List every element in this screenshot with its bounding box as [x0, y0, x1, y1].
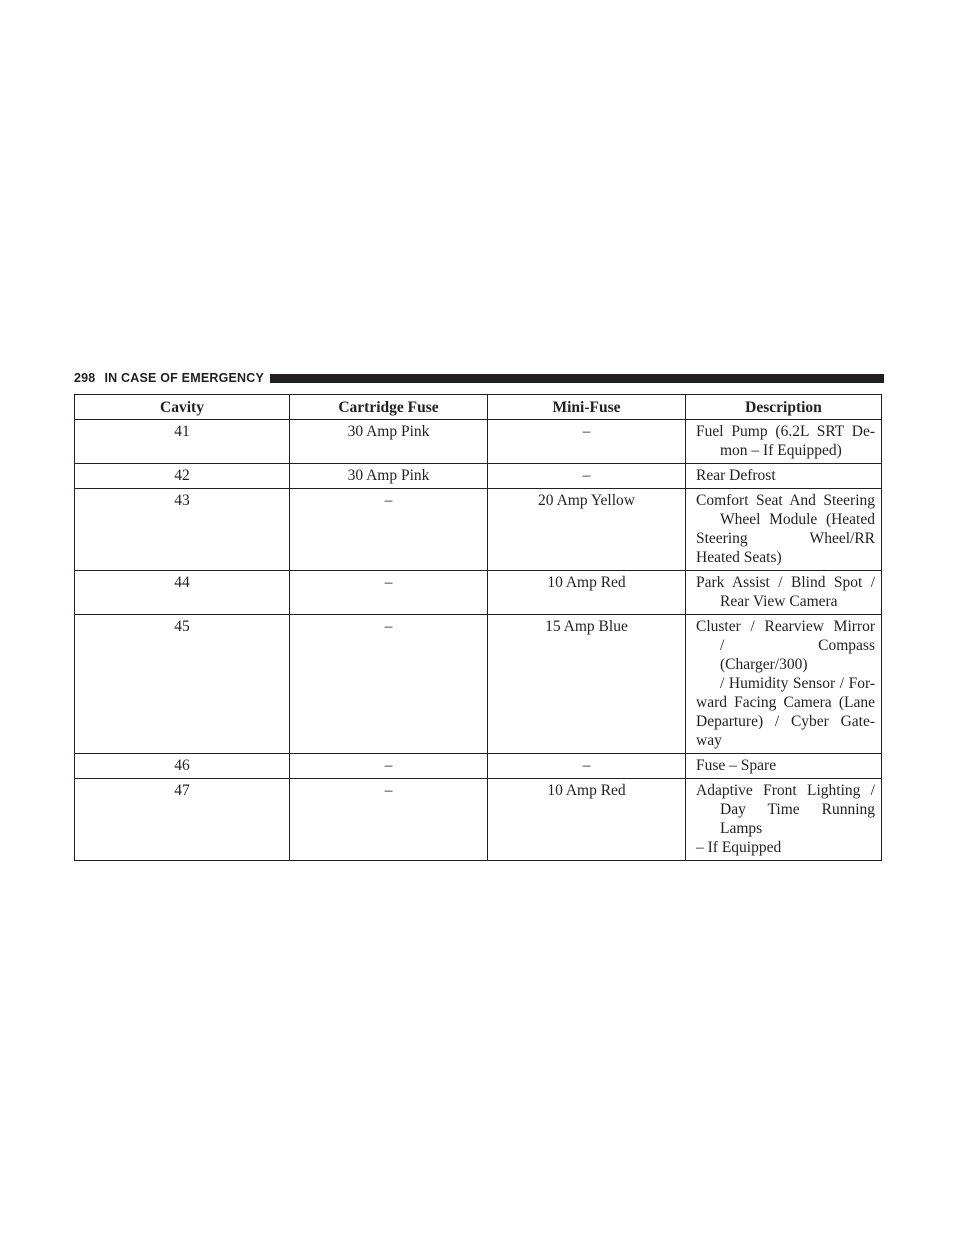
table-header-row: [75, 395, 882, 420]
mini-fuse-cell: 20 Amp Yellow: [488, 489, 686, 571]
description-cell: [686, 754, 882, 779]
cavity-cell: 41: [75, 420, 290, 464]
description-line: Cluster / Rearview Mirror: [696, 618, 875, 635]
page-number: 298: [74, 371, 96, 385]
description-cell: [686, 615, 882, 754]
cavity-cell: 45: [75, 615, 290, 754]
cavity-cell: 44: [75, 571, 290, 615]
description-cell: [686, 420, 882, 464]
cartridge-fuse-cell: –: [290, 615, 488, 754]
description-line: Adaptive Front Lighting /: [696, 782, 875, 799]
description-line: Wheel Module (Heated: [720, 511, 875, 528]
description-line: way: [696, 732, 722, 749]
table-body: [75, 420, 882, 861]
description-line: / Compass (Charger/300): [720, 637, 875, 673]
description-line: / Humidity Sensor / For-: [720, 675, 875, 692]
cartridge-fuse-cell: 30 Amp Pink: [290, 420, 488, 464]
description-line: Heated Seats): [696, 549, 782, 566]
description-cell: [686, 571, 882, 615]
description-line: Fuel Pump (6.2L SRT De-: [696, 423, 875, 440]
description-line: Fuse – Spare: [696, 757, 777, 774]
column-header-cavity: Cavity: [75, 395, 290, 420]
description-line: mon – If Equipped): [720, 442, 842, 459]
cartridge-fuse-cell: 30 Amp Pink: [290, 464, 488, 489]
cavity-cell: 42: [75, 464, 290, 489]
table-row: [75, 779, 882, 861]
cartridge-fuse-cell: –: [290, 754, 488, 779]
description-line: Steering Wheel/RR: [696, 530, 875, 547]
description-line: – If Equipped: [696, 839, 782, 856]
table-row: [75, 615, 882, 754]
header-rule: [270, 374, 884, 383]
mini-fuse-cell: –: [488, 464, 686, 489]
mini-fuse-cell: 10 Amp Red: [488, 779, 686, 861]
mini-fuse-cell: 10 Amp Red: [488, 571, 686, 615]
table-row: [75, 464, 882, 489]
description-cell: [686, 489, 882, 571]
description-cell: [686, 464, 882, 489]
mini-fuse-cell: –: [488, 420, 686, 464]
cavity-cell: 43: [75, 489, 290, 571]
fuse-table: [74, 394, 882, 861]
description-line: Day Time Running Lamps: [720, 801, 875, 837]
table-row: [75, 754, 882, 779]
table-row: [75, 489, 882, 571]
table-row: [75, 420, 882, 464]
cavity-cell: 47: [75, 779, 290, 861]
cartridge-fuse-cell: –: [290, 779, 488, 861]
table-row: [75, 571, 882, 615]
description-cell: [686, 779, 882, 861]
description-line: Park Assist / Blind Spot /: [696, 574, 875, 591]
page-header: [74, 369, 884, 387]
cartridge-fuse-cell: –: [290, 489, 488, 571]
column-header-mini-fuse: Mini-Fuse: [488, 395, 686, 420]
section-title: IN CASE OF EMERGENCY: [104, 371, 265, 385]
description-line: ward Facing Camera (Lane: [696, 694, 875, 711]
column-header-description: Description: [686, 395, 882, 420]
description-line: Departure) / Cyber Gate-: [696, 713, 875, 730]
mini-fuse-cell: 15 Amp Blue: [488, 615, 686, 754]
column-header-cartridge-fuse: Cartridge Fuse: [290, 395, 488, 420]
mini-fuse-cell: –: [488, 754, 686, 779]
description-line: Rear Defrost: [696, 467, 776, 484]
description-line: Comfort Seat And Steering: [696, 492, 875, 509]
cartridge-fuse-cell: –: [290, 571, 488, 615]
cavity-cell: 46: [75, 754, 290, 779]
description-line: Rear View Camera: [720, 593, 838, 610]
